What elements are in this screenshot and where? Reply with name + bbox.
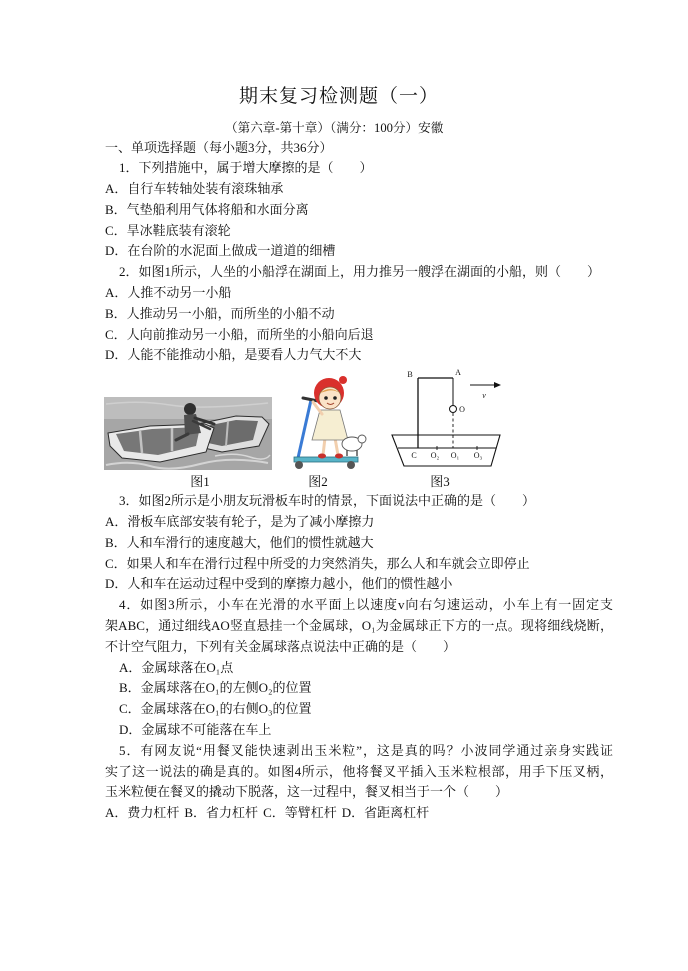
figure-3-caption: 图3 <box>430 474 450 489</box>
figure-2-scooter-cartoon <box>294 376 366 469</box>
q2-stem: 2．如图1所示，人坐的小船浮在湖面上，用力推另一艘浮在湖面的小船，则（ ） <box>119 264 601 280</box>
q3-option-b: B．人和车滑行的速度越大，他们的惯性就越大 <box>105 534 374 550</box>
scooter-front-wheel <box>295 461 303 469</box>
q3-option-d: D．人和车在运动过程中受到的摩擦力越小，他们的惯性越小 <box>105 576 453 592</box>
velocity-arrow-head <box>494 382 501 388</box>
person-head <box>184 403 196 415</box>
q5-stem-line-3: 玉米粒便在餐叉的撬动下脱落，这一过程中，餐叉相当于一个（ ） <box>105 784 509 800</box>
child-leg <box>323 438 325 455</box>
q4-option-d: D．金属球不可能落在车上 <box>119 722 272 738</box>
page-subtitle: （第六章-第十章）（满分：100分）安徽 <box>225 121 444 135</box>
metal-ball <box>450 406 457 413</box>
q1-option-b: B．气垫船利用气体将船和水面分离 <box>105 201 309 217</box>
section-heading: 一、单项选择题（每小题3分，共36分） <box>105 139 333 155</box>
child-leg <box>335 438 338 455</box>
child-eye <box>324 396 328 400</box>
q1-stem: 1．下列措施中，属于增大摩擦的是（ ） <box>119 160 373 176</box>
child-shoe <box>318 454 326 459</box>
figures-row <box>0 366 688 492</box>
label-o: O <box>459 405 465 414</box>
label-c: C <box>411 451 417 460</box>
q5-stem-line-2: 实了这一说法的确是真的。如图4所示，他将餐叉平插入玉米粒根部，用手下压叉柄， <box>105 763 613 779</box>
q4-option-b: B．金属球落在O₁的左侧O₂的位置 <box>119 680 312 696</box>
label-o3: O₃ <box>473 451 483 460</box>
label-a: A <box>455 368 461 377</box>
q4-stem-line-2: 架ABC，通过细线AO竖直悬挂一个金属球，O₁为金属球正下方的一点。现将细线烧断， <box>105 618 613 634</box>
hood-pompom <box>339 376 347 384</box>
child-shoe <box>335 454 343 459</box>
q3-option-c: C．如果人和车在滑行过程中所受的力突然消失，那么人和车就会立即停止 <box>105 555 530 571</box>
q4-stem-line-3: 不计空气阻力，下列有关金属球落点说法中正确的是（ ） <box>105 638 457 654</box>
q1-option-c: C．旱冰鞋底装有滚轮 <box>105 222 231 238</box>
lamb-head <box>358 435 366 443</box>
q2-option-c: C．人向前推动另一小船，而所坐的小船向后退 <box>105 326 374 342</box>
q5-option-d: D．省距离杠杆 <box>341 805 430 821</box>
scooter-deck <box>294 457 358 462</box>
q5-option-b: B．省力杠杆 <box>184 805 259 821</box>
child-dress <box>312 410 348 440</box>
label-v: v <box>482 391 486 400</box>
q1-option-d: D．在台阶的水泥面上做成一道道的细槽 <box>105 243 336 259</box>
q2-option-a: A．人推不动另一小船 <box>105 285 232 301</box>
cart-body <box>392 435 500 466</box>
q4-option-a: A．金属球落在O₁点 <box>119 659 234 675</box>
figure-2-caption: 图2 <box>308 474 328 489</box>
figure-1-caption: 图1 <box>190 474 210 489</box>
q5-option-c: C．等臂杠杆 <box>263 805 337 821</box>
q5-option-a: A．费力杠杆 <box>105 805 180 821</box>
q3-option-a: A．滑板车底部安装有轮子，是为了减小摩擦力 <box>105 514 375 530</box>
q5-options-row <box>105 803 613 824</box>
q5-stem-line-1: 5．有网友说“用餐叉能快速剥出玉米粒”，这是真的吗？小波同学通过亲身实践证 <box>119 742 613 758</box>
q2-option-b: B．人推动另一小船，而所坐的小船不动 <box>105 305 335 321</box>
figure-1-boat-photo <box>104 397 272 470</box>
scooter-stem <box>298 400 311 458</box>
q1-option-a: A．自行车转轴处装有滚珠轴承 <box>105 181 284 197</box>
scooter-rear-wheel <box>347 461 355 469</box>
q4-option-c: C．金属球落在O₁的右侧O₃的位置 <box>119 701 312 717</box>
figure-3-cart-diagram <box>392 368 501 466</box>
q3-stem: 3．如图2所示是小朋友玩滑板车时的情景，下面说法中正确的是（ ） <box>119 493 536 509</box>
label-o1: O₁ <box>450 451 460 460</box>
label-b: B <box>407 370 413 379</box>
label-o2: O₂ <box>430 451 440 460</box>
page-title: 期末复习检测题（一） <box>238 86 439 107</box>
child-eye <box>333 396 337 400</box>
q2-option-d: D．人能不能推动小船，是要看人力气大不大 <box>105 347 362 363</box>
q4-stem-line-1: 4．如图3所示，小车在光滑的水平面上以速度v向右匀速运动，小车上有一固定支 <box>119 597 613 613</box>
